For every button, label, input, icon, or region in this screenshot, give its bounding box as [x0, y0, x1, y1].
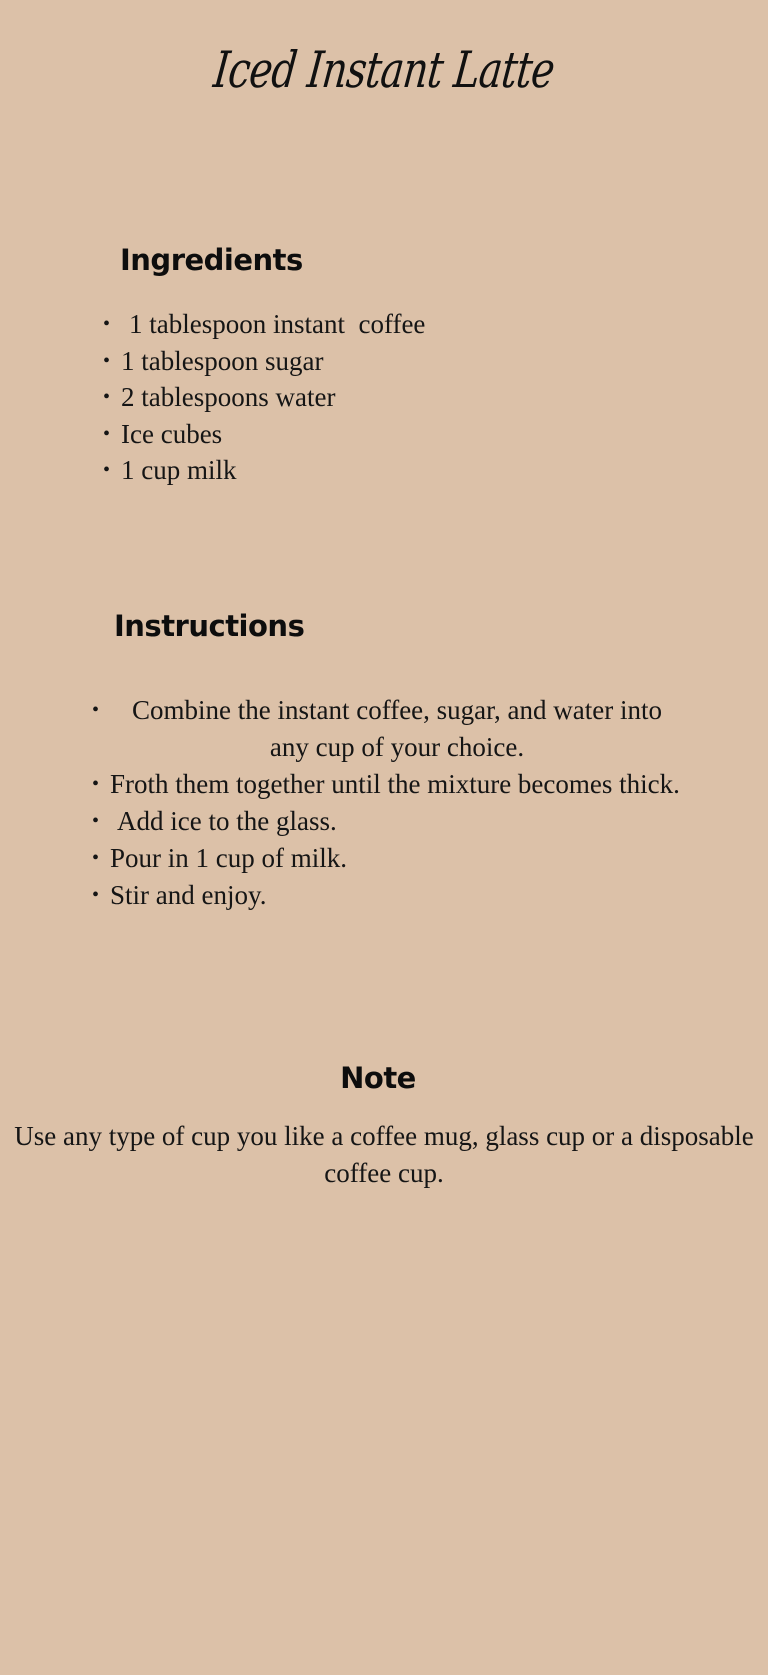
list-item: • Pour in 1 cup of milk. [84, 840, 684, 877]
list-item: • 1 tablespoon sugar [96, 343, 425, 380]
list-item: • Ice cubes [96, 416, 425, 453]
page-title: Iced Instant Latte [210, 41, 558, 99]
list-item: • 2 tablespoons water [96, 379, 425, 416]
instruction-text: Add ice to the glass. [117, 806, 337, 836]
list-item: • Combine the instant coffee, sugar, and water into any cup of your choice. [84, 692, 684, 766]
list-item [84, 803, 684, 840]
ingredient-text: 1 tablespoon instant coffee [129, 309, 426, 339]
list-item: • Froth them together until the mixture becomes thick. [84, 766, 684, 803]
note-text: Use any type of cup you like a coffee mug, glass cup or a disposable coffee cup. [14, 1121, 754, 1188]
list-item [96, 306, 425, 343]
instructions-heading: Instructions [114, 609, 305, 643]
ingredients-list [96, 306, 425, 489]
ingredients-heading: Ingredients [120, 243, 303, 277]
list-item: • 1 cup milk [96, 452, 425, 489]
instructions-list [84, 692, 684, 914]
list-item: • Stir and enjoy. [84, 877, 684, 914]
note-heading: Note [340, 1061, 416, 1095]
